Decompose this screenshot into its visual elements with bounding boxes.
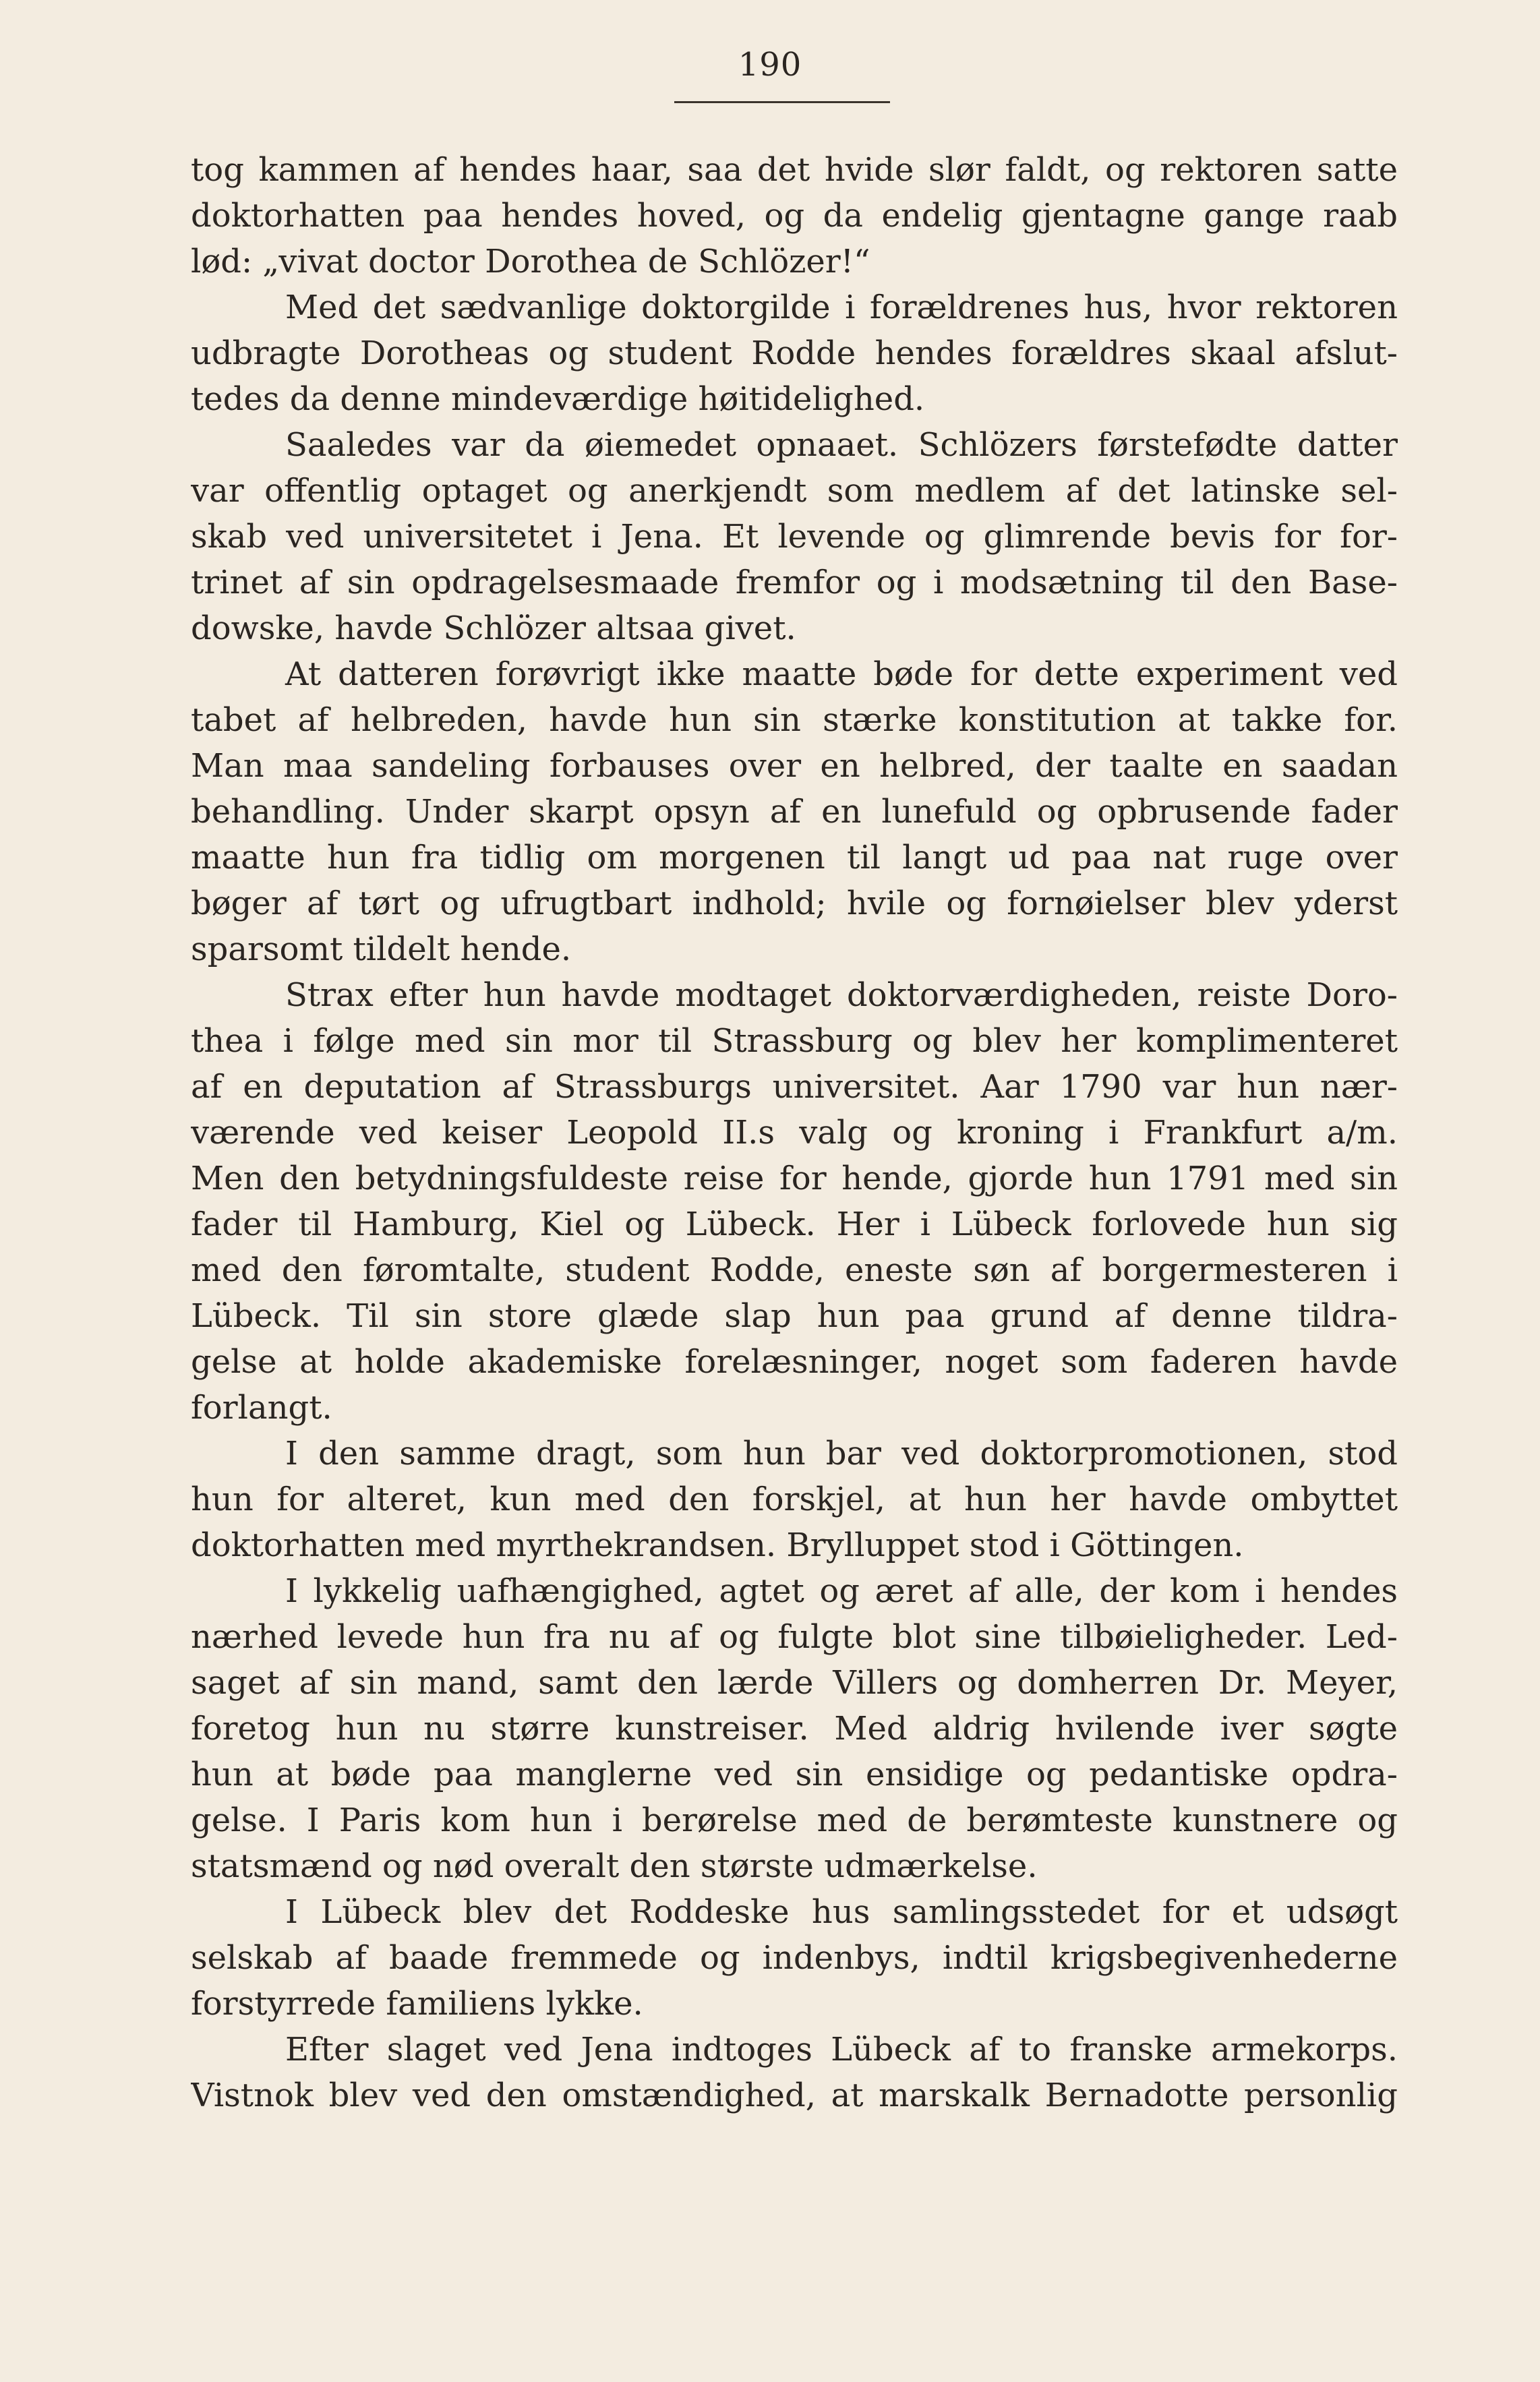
text-line: forlangt.: [191, 1389, 332, 1427]
text-line: fader til Hamburg, Kiel og Lübeck. Her i Lübeck forlovede hun sig: [191, 1205, 1398, 1243]
text-line: saget af sin mand, samt den lærde Villers og domherren Dr. Meyer,: [191, 1664, 1398, 1702]
text-line: gelse at holde akademiske forelæsninger, noget som faderen havde: [191, 1343, 1398, 1381]
text-line: udbragte Dorotheas og student Rodde hendes forældres skaal afslut-: [191, 334, 1398, 372]
text-line: maatte hun fra tidlig om morgenen til langt ud paa nat ruge over: [191, 839, 1398, 876]
text-line: tog kammen af hendes haar, saa det hvide slør faldt, og rektoren satte: [191, 151, 1398, 189]
text-line: forstyrrede familiens lykke.: [191, 1985, 643, 2023]
text-line: med den føromtalte, student Rodde, eneste søn af borgermesteren i: [191, 1251, 1398, 1289]
text-line: foretog hun nu større kunstreiser. Med aldrig hvilende iver søgte: [191, 1710, 1398, 1748]
text-line: tabet af helbreden, havde hun sin stærke konstitution at takke for.: [191, 701, 1398, 739]
header-rule: [674, 101, 890, 103]
text-line: Strax efter hun havde modtaget doktorværdigheden, reiste Doro-: [285, 976, 1398, 1014]
text-line: Med det sædvanlige doktorgilde i forældrenes hus, hvor rektoren: [285, 289, 1398, 326]
text-line: trinet af sin opdragelsesmaade fremfor og i modsætning til den Base-: [191, 564, 1398, 601]
text-line: lød: „vivat doctor Dorothea de Schlözer!“: [191, 243, 870, 280]
text-line: doktorhatten med myrthekrandsen. Brylluppet stod i Göttingen.: [191, 1526, 1244, 1564]
text-line: I den samme dragt, som hun bar ved doktorpromotionen, stod: [285, 1435, 1398, 1472]
text-line: gelse. I Paris kom hun i berørelse med de berømteste kunstnere og: [191, 1802, 1398, 1839]
page-number: 190: [738, 46, 802, 84]
body-text: [191, 147, 1398, 2118]
text-line: At datteren forøvrigt ikke maatte bøde for dette experiment ved: [285, 655, 1398, 693]
text-line: thea i følge med sin mor til Strassburg og blev her komplimenteret: [191, 1022, 1398, 1060]
text-line: var offentlig optaget og anerkjendt som medlem af det latinske sel-: [191, 472, 1398, 510]
text-line: Lübeck. Til sin store glæde slap hun paa grund af denne tildra-: [191, 1297, 1398, 1335]
text-line: Saaledes var da øiemedet opnaaet. Schlözers førstefødte datter: [285, 426, 1398, 464]
text-line: I Lübeck blev det Roddeske hus samlingsstedet for et udsøgt: [285, 1893, 1398, 1931]
text-line: statsmænd og nød overalt den største udmærkelse.: [191, 1847, 1038, 1885]
text-line: dowske, havde Schlözer altsaa givet.: [191, 609, 796, 647]
text-line: selskab af baade fremmede og indenbys, indtil krigsbegivenhederne: [191, 1939, 1398, 1977]
text-line: Man maa sandeling forbauses over en helbred, der taalte en saadan: [191, 747, 1398, 785]
text-line: Men den betydningsfuldeste reise for hende, gjorde hun 1791 med sin: [191, 1160, 1398, 1197]
text-line: Efter slaget ved Jena indtoges Lübeck af to franske armekorps.: [285, 2031, 1398, 2068]
text-line: skab ved universitetet i Jena. Et levende og glimrende bevis for for-: [191, 518, 1398, 556]
text-line: sparsomt tildelt hende.: [191, 930, 572, 968]
text-line: tedes da denne mindeværdige høitidelighed.: [191, 380, 925, 418]
text-line: doktorhatten paa hendes hoved, og da endelig gjentagne gange raab: [191, 197, 1398, 235]
text-line: behandling. Under skarpt opsyn af en lunefuld og opbrusende fader: [191, 793, 1398, 831]
text-line: hun for alteret, kun med den forskjel, at hun her havde ombyttet: [191, 1481, 1398, 1518]
text-line: værende ved keiser Leopold II.s valg og kroning i Frankfurt a/m.: [191, 1114, 1398, 1152]
text-line: bøger af tørt og ufrugtbart indhold; hvile og fornøielser blev yderst: [191, 885, 1398, 922]
text-line: Vistnok blev ved den omstændighed, at marskalk Bernadotte personlig: [191, 2077, 1398, 2114]
text-line: hun at bøde paa manglerne ved sin ensidige og pedantiske opdra-: [191, 1756, 1398, 1793]
text-line: I lykkelig uafhængighed, agtet og æret af alle, der kom i hendes: [285, 1572, 1398, 1610]
text-line: nærhed levede hun fra nu af og fulgte blot sine tilbøieligheder. Led-: [191, 1618, 1398, 1656]
text-line: af en deputation af Strassburgs universitet. Aar 1790 var hun nær-: [191, 1068, 1398, 1106]
